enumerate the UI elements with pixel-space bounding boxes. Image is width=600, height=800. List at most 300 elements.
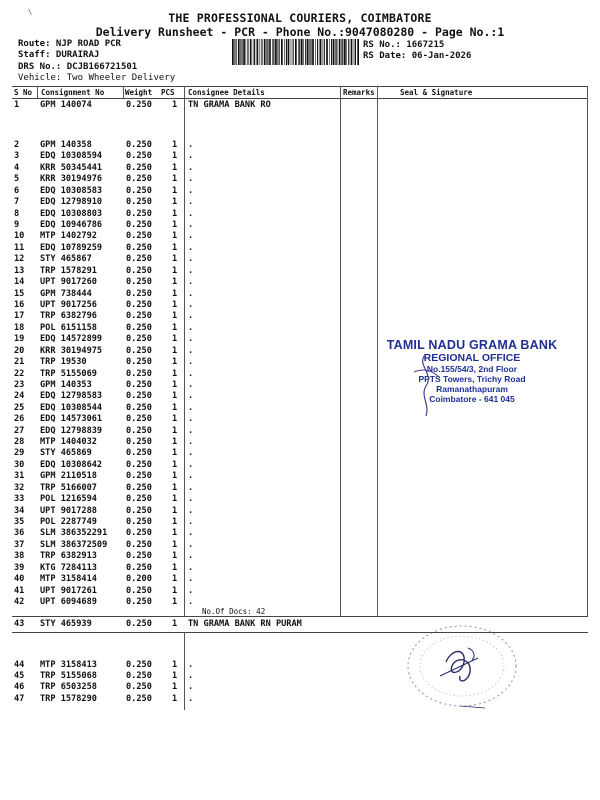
- table-row: [12, 437, 588, 448]
- row-details: .: [188, 277, 194, 288]
- row-sno: 41: [14, 585, 25, 596]
- row-details: .: [188, 693, 194, 704]
- rs-date: RS Date: 06-Jan-2026: [363, 51, 472, 61]
- row-weight: 0.250: [126, 174, 152, 185]
- barcode-bar: [260, 39, 261, 65]
- row-sno: 22: [14, 368, 25, 379]
- row-pcs: 1: [172, 231, 178, 242]
- row-consignment: MTP 1404032: [40, 437, 97, 448]
- table-row: [12, 100, 588, 111]
- row-pcs: 1: [172, 459, 178, 470]
- barcode-bar: [293, 39, 294, 65]
- row-sno: 27: [14, 425, 25, 436]
- row-sno: 1: [14, 100, 20, 110]
- row-consignment: EDQ 10946786: [40, 219, 103, 230]
- row-details: .: [188, 425, 194, 436]
- row-details: .: [188, 311, 194, 322]
- barcode-bar: [240, 39, 241, 65]
- row-sno: 43: [14, 619, 25, 629]
- row-sno: 30: [14, 459, 25, 470]
- row-weight: 0.250: [126, 391, 152, 402]
- table-row: [12, 289, 588, 300]
- row-weight: 0.250: [126, 693, 152, 704]
- row-weight: 0.250: [126, 197, 152, 208]
- row-pcs: 1: [172, 539, 178, 550]
- row-sno: 36: [14, 528, 25, 539]
- row-weight: 0.250: [126, 334, 152, 345]
- table-row: [12, 483, 588, 494]
- row-weight: 0.250: [126, 322, 152, 333]
- company-title: THE PROFESSIONAL COURIERS, COIMBATORE: [168, 11, 432, 25]
- row-consignment: TRP 5155069: [40, 368, 97, 379]
- row-consignment: GPM 140358: [40, 140, 92, 150]
- row-consignment: EDQ 10308803: [40, 208, 103, 219]
- table-row: [12, 266, 588, 277]
- barcode-bar: [322, 39, 323, 65]
- row-sno: 25: [14, 402, 25, 413]
- row-pcs: 1: [172, 357, 178, 368]
- table-row: [12, 311, 588, 322]
- rs-number: RS No.: 1667215: [363, 40, 445, 50]
- barcode-bar: [299, 39, 300, 65]
- row-pcs: 1: [172, 311, 178, 322]
- row-details: .: [188, 368, 194, 379]
- vehicle-label: Vehicle: Two Wheeler Delivery: [18, 73, 176, 83]
- row-weight: 0.250: [126, 425, 152, 436]
- barcode-bar: [354, 39, 355, 65]
- barcode-bar: [329, 39, 330, 65]
- row-details: .: [188, 219, 194, 230]
- col-divider: [123, 86, 124, 98]
- row-weight: 0.250: [126, 288, 152, 299]
- row-weight: 0.200: [126, 574, 152, 585]
- barcode-bar: [291, 39, 292, 65]
- row-consignment: UPT 9017256: [40, 299, 97, 310]
- barcode-bar: [331, 39, 332, 65]
- row-pcs: 1: [172, 322, 178, 333]
- row-details: .: [188, 539, 194, 550]
- row-pcs: 1: [172, 471, 178, 482]
- row-consignment: POL 6151158: [40, 322, 97, 333]
- table-row: [12, 323, 588, 334]
- signature-round-stamp: [400, 618, 530, 713]
- section-divider: [12, 616, 588, 617]
- row-consignment: STY 465939: [40, 619, 92, 629]
- col-header-consignment: Consignment No: [41, 88, 105, 97]
- row-sno: 16: [14, 299, 25, 310]
- row-consignment: GPM 738444: [40, 288, 92, 299]
- tick-mark: \: [28, 8, 33, 16]
- row-pcs: 1: [172, 140, 178, 150]
- barcode-bar: [288, 39, 290, 65]
- row-pcs: 1: [172, 494, 178, 505]
- row-consignment: TRP 5166007: [40, 482, 97, 493]
- row-consignment: EDQ 10308594: [40, 151, 103, 162]
- row-sno: 34: [14, 505, 25, 516]
- barcode-bar: [312, 39, 314, 65]
- row-details: .: [188, 174, 194, 185]
- row-weight: 0.250: [126, 682, 152, 693]
- row-consignment: KRR 30194976: [40, 174, 103, 185]
- row-details: .: [188, 231, 194, 242]
- row-sno: 38: [14, 551, 25, 562]
- barcode-bar: [243, 39, 245, 65]
- table-row: [12, 300, 588, 311]
- row-pcs: 1: [172, 368, 178, 379]
- barcode-bar: [241, 39, 242, 65]
- barcode-bar: [272, 39, 273, 65]
- row-sno: 11: [14, 242, 25, 253]
- row-pcs: 1: [172, 208, 178, 219]
- row-consignment: UPT 9017288: [40, 505, 97, 516]
- row-consignment: MTP 1402792: [40, 231, 97, 242]
- barcode-bar: [320, 39, 322, 65]
- stamp-address-1: No.155/54/3, 2nd Floor: [426, 364, 518, 374]
- row-consignment: EDQ 14573061: [40, 414, 103, 425]
- row-sno: 20: [14, 345, 25, 356]
- stamp-bank-name: TAMIL NADU GRAMA BANK: [386, 338, 558, 352]
- row-sno: 24: [14, 391, 25, 402]
- row-pcs: 1: [172, 671, 178, 682]
- row-consignment: UPT 6094689: [40, 597, 97, 607]
- barcode-bar: [246, 39, 247, 65]
- row-details: .: [188, 402, 194, 413]
- staff-label: Staff: DURAIRAJ: [18, 50, 100, 60]
- barcode-bar: [355, 39, 356, 65]
- row-sno: 39: [14, 562, 25, 573]
- table-row: [12, 186, 588, 197]
- row-consignment: KRR 50345441: [40, 162, 103, 173]
- row-consignment: UPT 9017260: [40, 277, 97, 288]
- barcode-bar: [307, 39, 309, 65]
- row-pcs: 1: [172, 482, 178, 493]
- row-weight: 0.250: [126, 162, 152, 173]
- row-sno: 40: [14, 574, 25, 585]
- no-of-docs: No.Of Docs: 42: [202, 607, 266, 616]
- row-consignment: KTG 7284113: [40, 562, 97, 573]
- row-pcs: 1: [172, 265, 178, 276]
- row-details: .: [188, 299, 194, 310]
- row-weight: 0.250: [126, 368, 152, 379]
- col-header-pcs: PCS: [161, 88, 175, 97]
- row-details: .: [188, 391, 194, 402]
- row-weight: 0.250: [126, 459, 152, 470]
- row-pcs: 1: [172, 448, 178, 459]
- route-label: Route: NJP ROAD PCR: [18, 39, 121, 49]
- row-sno: 5: [14, 174, 20, 185]
- row-details: .: [188, 162, 194, 173]
- row-consignment: MTP 3158414: [40, 574, 97, 585]
- row-pcs: 1: [172, 345, 178, 356]
- barcode-bar: [346, 39, 347, 65]
- table-row: [12, 563, 588, 574]
- row-sno: 4: [14, 162, 20, 173]
- barcode-bar: [310, 39, 311, 65]
- table-row: [12, 528, 588, 539]
- table-row: [12, 586, 588, 597]
- barcode-bar: [335, 39, 336, 65]
- row-details: .: [188, 671, 194, 682]
- row-weight: 0.250: [126, 437, 152, 448]
- row-sno: 15: [14, 288, 25, 299]
- barcode-bar: [275, 39, 277, 65]
- row-pcs: 1: [172, 185, 178, 196]
- row-weight: 0.250: [126, 100, 152, 110]
- row-sno: 17: [14, 311, 25, 322]
- row-sno: 28: [14, 437, 25, 448]
- row-details: .: [188, 334, 194, 345]
- barcode-bar: [267, 39, 268, 65]
- row-weight: 0.250: [126, 448, 152, 459]
- barcode-bar: [303, 39, 304, 65]
- stamp-address-3: Ramanathapuram: [436, 384, 508, 394]
- barcode-bar: [309, 39, 310, 65]
- row-pcs: 1: [172, 660, 178, 670]
- barcode-bar: [317, 39, 318, 65]
- barcode-bar: [279, 39, 280, 65]
- row-consignment: TRP 1578291: [40, 265, 97, 276]
- row-details: .: [188, 197, 194, 208]
- table-row: [12, 220, 588, 231]
- table-row: [12, 403, 588, 414]
- row-details: .: [188, 151, 194, 162]
- row-consignment: EDQ 10789259: [40, 242, 103, 253]
- barcode-bar: [298, 39, 299, 65]
- row-weight: 0.250: [126, 671, 152, 682]
- barcode-bar: [348, 39, 349, 65]
- row-details: .: [188, 574, 194, 585]
- row-details: .: [188, 585, 194, 596]
- row-weight: 0.250: [126, 505, 152, 516]
- row-sno: 33: [14, 494, 25, 505]
- barcode-bar: [342, 39, 343, 65]
- row-consignment: EDQ 12798839: [40, 425, 103, 436]
- row-weight: 0.250: [126, 140, 152, 150]
- table-row: [12, 140, 588, 151]
- row-consignment: TRP 6382796: [40, 311, 97, 322]
- row-weight: 0.250: [126, 242, 152, 253]
- row-consignment: SLM 386372509: [40, 539, 108, 550]
- row-details: .: [188, 551, 194, 562]
- row-consignment: EDQ 12798910: [40, 197, 103, 208]
- row-details: .: [188, 459, 194, 470]
- row-sno: 45: [14, 671, 25, 682]
- row-sno: 13: [14, 265, 25, 276]
- table-row: [12, 151, 588, 162]
- row-details: .: [188, 357, 194, 368]
- row-sno: 42: [14, 597, 25, 607]
- row-pcs: 1: [172, 414, 178, 425]
- header-bottom-border: [12, 98, 588, 99]
- row-pcs: 1: [172, 574, 178, 585]
- table-row: [12, 209, 588, 220]
- row-sno: 19: [14, 334, 25, 345]
- row-pcs: 1: [172, 334, 178, 345]
- row-pcs: 1: [172, 425, 178, 436]
- table-row: [12, 426, 588, 437]
- signature-mark-1: [396, 352, 456, 422]
- barcode-bar: [253, 39, 254, 65]
- barcode-bar: [357, 39, 359, 65]
- row-details: .: [188, 345, 194, 356]
- row-pcs: 1: [172, 288, 178, 299]
- row-details: .: [188, 660, 194, 670]
- row-weight: 0.250: [126, 254, 152, 265]
- row-details: .: [188, 414, 194, 425]
- row-details: TN GRAMA BANK RN PURAM: [188, 619, 302, 629]
- row-sno: 7: [14, 197, 20, 208]
- row-consignment: EDQ 10308583: [40, 185, 103, 196]
- row-sno: 9: [14, 219, 20, 230]
- row-details: .: [188, 140, 194, 150]
- table-row: [12, 197, 588, 208]
- row-pcs: 1: [172, 693, 178, 704]
- row-pcs: 1: [172, 254, 178, 265]
- stamp-address-4: Coimbatore - 641 045: [429, 394, 515, 404]
- row-pcs: 1: [172, 402, 178, 413]
- barcode-bar: [344, 39, 346, 65]
- row-sno: 47: [14, 693, 25, 704]
- col-header-sno: S No: [14, 88, 33, 97]
- table-row: [12, 494, 588, 505]
- row-consignment: TRP 6382913: [40, 551, 97, 562]
- col-header-weight: Weight: [125, 88, 153, 97]
- row-details: .: [188, 265, 194, 276]
- row-sno: 14: [14, 277, 25, 288]
- row-weight: 0.250: [126, 311, 152, 322]
- barcode-bar: [281, 39, 283, 65]
- row-pcs: 1: [172, 391, 178, 402]
- col-header-details: Consignee Details: [188, 88, 265, 97]
- row-consignment: POL 1216594: [40, 494, 97, 505]
- barcode-bar: [284, 39, 285, 65]
- row-details: .: [188, 437, 194, 448]
- barcode-image: [231, 39, 359, 65]
- row-sno: 21: [14, 357, 25, 368]
- row-sno: 37: [14, 539, 25, 550]
- row-details: .: [188, 208, 194, 219]
- row-consignment: TRP 19530: [40, 357, 87, 368]
- row-pcs: 1: [172, 162, 178, 173]
- row-sno: 46: [14, 682, 25, 693]
- barcode-bar: [277, 39, 278, 65]
- table-row: [12, 277, 588, 288]
- barcode-bar: [266, 39, 267, 65]
- row-details: .: [188, 682, 194, 693]
- barcode-bar: [333, 39, 335, 65]
- barcode-bar: [269, 39, 271, 65]
- row-pcs: 1: [172, 277, 178, 288]
- row-pcs: 1: [172, 151, 178, 162]
- row-weight: 0.250: [126, 551, 152, 562]
- barcode-bar: [324, 39, 325, 65]
- row-pcs: 1: [172, 585, 178, 596]
- barcode-bar: [326, 39, 328, 65]
- row-weight: 0.250: [126, 517, 152, 528]
- row-consignment: TRP 6503258: [40, 682, 97, 693]
- row-pcs: 1: [172, 174, 178, 185]
- col-header-seal: Seal & Signature: [400, 88, 473, 97]
- row-consignment: GPM 2110518: [40, 471, 97, 482]
- barcode-bar: [247, 39, 248, 65]
- barcode-bar: [238, 39, 240, 65]
- row-details: .: [188, 448, 194, 459]
- row-consignment: EDQ 10308642: [40, 459, 103, 470]
- row-sno: 35: [14, 517, 25, 528]
- row-weight: 0.250: [126, 597, 152, 607]
- barcode-bar: [232, 39, 234, 65]
- row-details: .: [188, 254, 194, 265]
- row-sno: 8: [14, 208, 20, 219]
- barcode-bar: [295, 39, 297, 65]
- table-row: [12, 517, 588, 528]
- row-sno: 12: [14, 254, 25, 265]
- row-weight: 0.250: [126, 539, 152, 550]
- row-sno: 32: [14, 482, 25, 493]
- row-consignment: KRR 30194975: [40, 345, 103, 356]
- row-details: .: [188, 562, 194, 573]
- row-weight: 0.250: [126, 402, 152, 413]
- table-row: [12, 597, 588, 608]
- row-sno: 23: [14, 379, 25, 390]
- row-consignment: MTP 3158413: [40, 660, 97, 670]
- table-row: [12, 174, 588, 185]
- runsheet-title: Delivery Runsheet - PCR - Phone No.:9047080280 - Page No.:1: [95, 25, 505, 39]
- row-sno: 2: [14, 140, 20, 150]
- table-row: [12, 506, 588, 517]
- row-sno: 10: [14, 231, 25, 242]
- row-weight: 0.250: [126, 562, 152, 573]
- row-details: .: [188, 528, 194, 539]
- row-weight: 0.250: [126, 299, 152, 310]
- row-weight: 0.250: [126, 414, 152, 425]
- row-pcs: 1: [172, 682, 178, 693]
- barcode-bar: [261, 39, 262, 65]
- barcode-bar: [305, 39, 306, 65]
- row-weight: 0.250: [126, 585, 152, 596]
- row-pcs: 1: [172, 197, 178, 208]
- row-details: .: [188, 379, 194, 390]
- row-pcs: 1: [172, 100, 178, 110]
- row-details: .: [188, 517, 194, 528]
- row-pcs: 1: [172, 299, 178, 310]
- row-consignment: TRP 1578290: [40, 693, 97, 704]
- row-consignment: POL 2287749: [40, 517, 97, 528]
- row-details: .: [188, 494, 194, 505]
- barcode-bar: [341, 39, 342, 65]
- row-details: .: [188, 288, 194, 299]
- table-row: [12, 540, 588, 551]
- row-consignment: EDQ 14572899: [40, 334, 103, 345]
- table-row: [12, 551, 588, 562]
- row-weight: 0.250: [126, 619, 152, 629]
- table-row: [12, 254, 588, 265]
- row-weight: 0.250: [126, 528, 152, 539]
- row-pcs: 1: [172, 619, 178, 629]
- stamp-office: REGIONAL OFFICE: [423, 352, 521, 364]
- row-pcs: 1: [172, 597, 178, 607]
- row-weight: 0.250: [126, 357, 152, 368]
- barcode-bar: [301, 39, 303, 65]
- row-weight: 0.250: [126, 277, 152, 288]
- barcode-bar: [250, 39, 252, 65]
- barcode-bar: [234, 39, 235, 65]
- row-sno: 6: [14, 185, 20, 196]
- row-sno: 18: [14, 322, 25, 333]
- stamp-address-2: PPTS Towers, Trichy Road: [418, 374, 526, 384]
- row-pcs: 1: [172, 437, 178, 448]
- table-row: [12, 163, 588, 174]
